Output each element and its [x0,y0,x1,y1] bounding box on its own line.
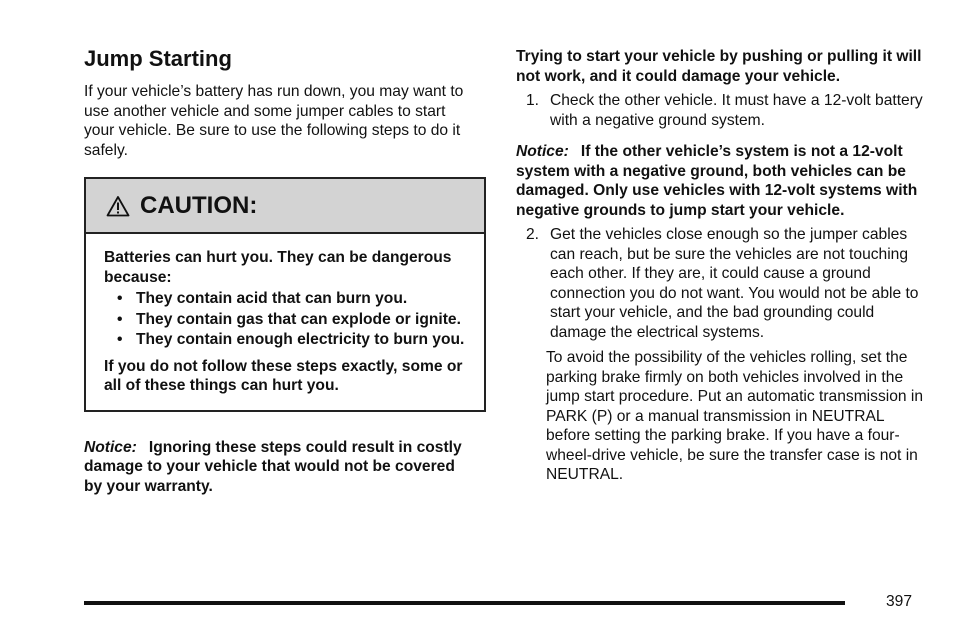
intro-paragraph: If your vehicle’s battery has run down, you may want to use another vehicle and some jumper cables to start your vehicle. Be sure to use the following steps to do it safely. [84,83,464,159]
step-item [516,91,926,130]
step-list [516,225,926,342]
caution-bullet-list [104,289,466,351]
notice-label: Notice: [84,438,137,456]
caution-bullet: • They contain enough electricity to burn you. [104,330,466,351]
step-item [516,225,926,342]
notice-label: Notice: [516,143,569,160]
left-column [84,46,486,496]
caution-title: CAUTION: [140,191,258,219]
notice-paragraph [84,438,474,497]
caution-bullet: • They contain acid that can burn you. [104,289,466,310]
caution-bullet: • They contain gas that can explode or ignite. [104,310,466,331]
step-paragraph: To avoid the possibility of the vehicles rolling, set the parking brake firmly on both vehicles involved in the jump start procedure. Put an automatic transmission in PARK (P) or a manual transmission in NEUTRAL before setting the parking brake. If you have a four-wheel-drive vehicle, be sure the transfer case is not in NEUTRAL. [546,349,924,483]
section-heading: Jump Starting [84,46,232,71]
caution-header [86,179,484,234]
push-start-warning: Trying to start your vehicle by pushing or pulling it will not work, and it could damage your vehicle. [516,48,922,85]
notice-paragraph [516,142,926,220]
caution-lead: Batteries can hurt you. They can be dangerous because: [104,249,452,286]
page-number: 397 [886,593,913,610]
caution-body [86,234,484,410]
right-column [516,47,926,485]
caution-closing: If you do not follow these steps exactly, some or all of these things can hurt you. [104,357,463,394]
warning-triangle-icon [106,195,130,217]
caution-box [84,177,486,412]
step-text: Get the vehicles close enough so the jumper cables can reach, but be sure the vehicles are not touching each other. If they are, it could cause a ground connection you do not want. You would not be able to start your vehicle, and the bad grounding could damage the electrical systems. [550,226,919,341]
notice-text: Ignoring these steps could result in costly damage to your vehicle that would not be covered by your warranty. [84,438,462,495]
notice-text: If the other vehicle’s system is not a 12-volt system with a negative ground, both vehicles can be damaged. Only use vehicles with 12-volt systems with negative grounds to jump start your vehicle. [516,143,918,219]
step-number: 1. [526,92,540,109]
step-list [516,91,926,130]
step-number: 2. [526,226,540,243]
footer-rule [84,601,845,605]
step-text: Check the other vehicle. It must have a 12-volt battery with a negative ground system. [550,92,923,129]
